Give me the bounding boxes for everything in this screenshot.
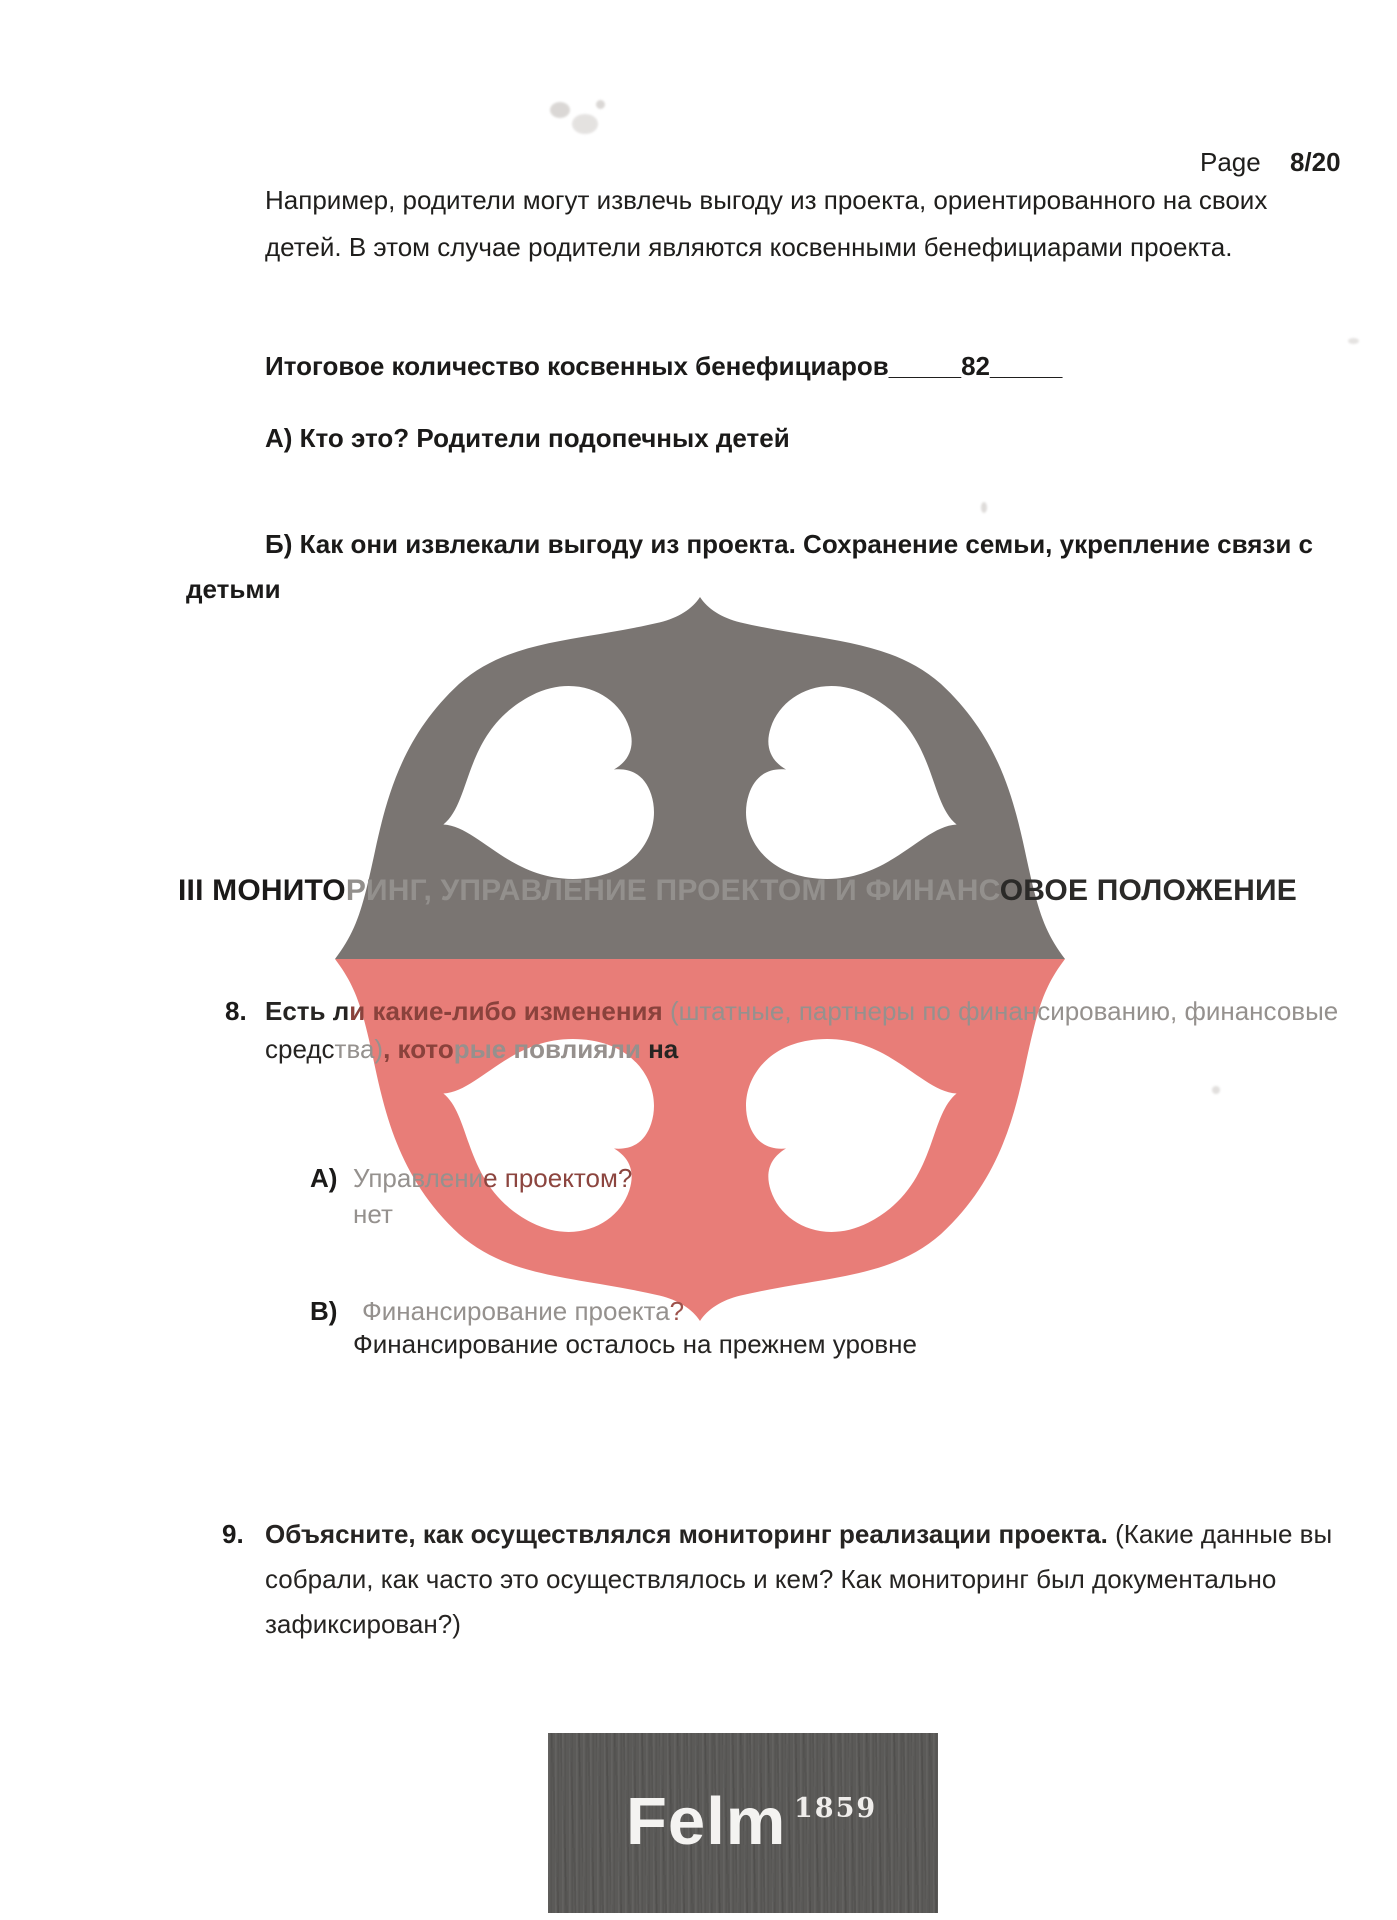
q8-a-answer: нет	[353, 1199, 393, 1229]
blank-underscore: _____	[989, 351, 1063, 381]
scan-smudge	[550, 102, 570, 118]
q8-seg: (штатные, партнеры по финансированию, финансовые	[669, 996, 1339, 1026]
section-heading	[178, 874, 1297, 909]
question-8-line-1	[265, 997, 1338, 1027]
intro-line-2: детей. В этом случае родители являются косвенными бенефициарами проекта.	[265, 232, 1233, 262]
q8-b-question	[362, 1297, 684, 1327]
felm-logo-box	[548, 1733, 938, 1913]
q8-b-question-seg2: ?	[669, 1296, 685, 1326]
q8-a-label: А)	[310, 1163, 338, 1193]
q9-line1-rest: (Какие данные вы	[1115, 1519, 1333, 1549]
q8-seg: , кото	[383, 1034, 454, 1064]
q8-b-question-seg1: Финансирование проекта	[362, 1296, 670, 1326]
q9-line1-bold: Объясните, как осуществлялся мониторинг реализации проекта.	[265, 1519, 1116, 1549]
q8-seg: и какие-либо изменения	[349, 996, 670, 1026]
beneficiaries-who-line: А) Кто это? Родители подопечных детей	[265, 423, 790, 453]
total-beneficiaries-label: Итоговое количество косвенных бенефициаров	[265, 351, 889, 381]
question-9-line-3: зафиксирован?)	[265, 1609, 461, 1639]
total-beneficiaries-value: 82	[961, 351, 990, 381]
felm-year-1859: 1859	[794, 1793, 878, 1824]
question-8-line-2	[265, 1035, 678, 1065]
page-header-label: Page	[1200, 147, 1261, 177]
question-8-number: 8.	[225, 996, 247, 1026]
q8-seg: тва)	[334, 1034, 384, 1064]
q8-a-question-seg2: е проектом?	[483, 1163, 633, 1193]
q8-seg: средс	[265, 1034, 335, 1064]
section-heading-seg1: III МОНИТО	[178, 874, 346, 907]
section-heading-seg2: РИНГ, УПРАВЛЕНИЕ ПРОЕКТОМ И ФИНАНС	[345, 874, 1000, 907]
felm-wordmark: Felm	[626, 1784, 787, 1859]
scan-smudge	[572, 114, 598, 134]
q8-seg: на	[648, 1034, 679, 1064]
scan-speck	[1212, 1086, 1220, 1094]
q8-a-question-seg1: Управлени	[353, 1163, 484, 1193]
beneficiaries-how-line-2: детьми	[186, 574, 281, 604]
scan-speck	[981, 502, 987, 513]
q8-b-answer: Финансирование осталось на прежнем уровне	[353, 1329, 918, 1359]
q8-seg: рые повлияли	[453, 1034, 649, 1064]
total-beneficiaries-line	[265, 352, 1062, 382]
section-heading-seg3: ОВОЕ ПОЛОЖЕНИЕ	[999, 874, 1297, 907]
q8-seg: Есть л	[265, 996, 350, 1026]
page-number: 8/20	[1289, 147, 1341, 177]
page-header	[1200, 148, 1341, 178]
question-9-line-1	[265, 1520, 1332, 1550]
intro-line-1: Например, родители могут извлечь выгоду из проекта, ориентированного на своих	[265, 185, 1268, 215]
q8-a-question	[353, 1164, 632, 1194]
question-9-line-2: собрали, как часто это осуществлялось и кем? Как мониторинг был документально	[265, 1564, 1277, 1594]
scan-smudge	[596, 100, 605, 109]
felm-clover-cross-watermark	[335, 597, 1065, 1321]
question-9-number: 9.	[222, 1519, 244, 1549]
blank-underscore: _____	[888, 351, 962, 381]
beneficiaries-how-line-1: Б) Как они извлекали выгоду из проекта. Сохранение семьи, укрепление связи с	[265, 529, 1314, 559]
scan-speck	[1348, 338, 1359, 344]
q8-b-label: В)	[310, 1296, 338, 1326]
